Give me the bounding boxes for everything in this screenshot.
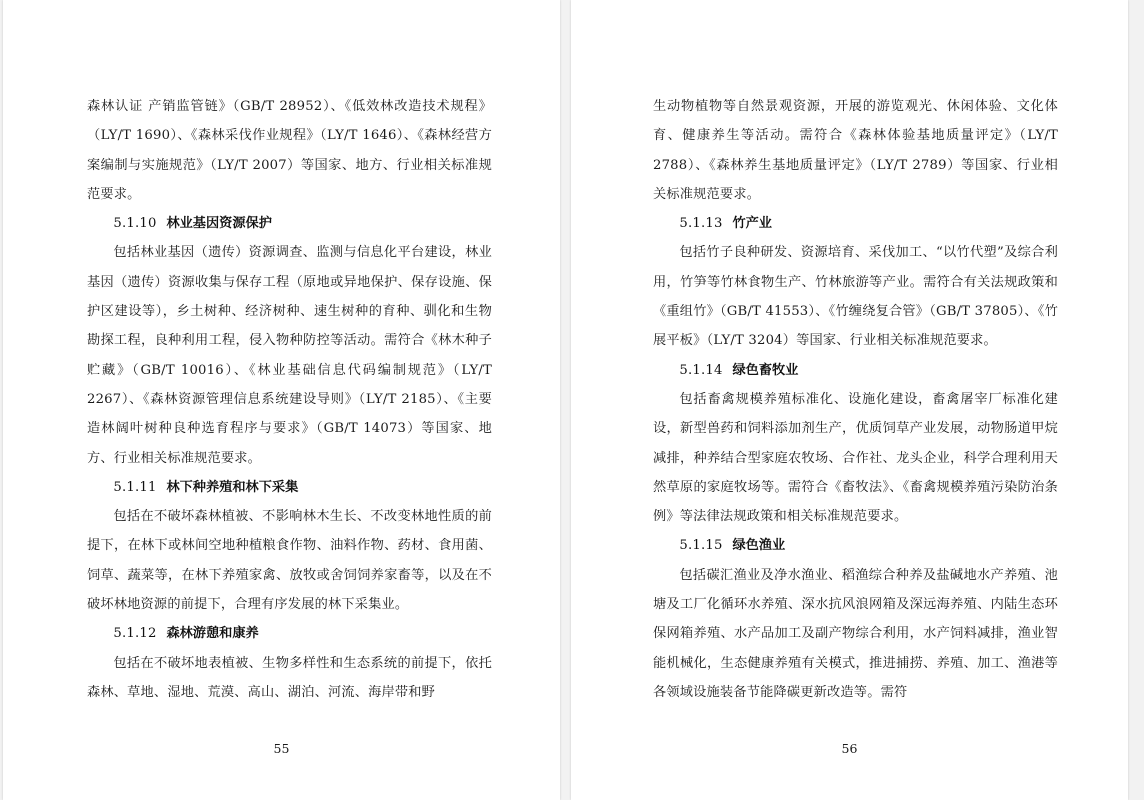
section-number: 5.1.10 — [113, 216, 157, 232]
page-number: 56 — [841, 741, 858, 756]
section-heading — [653, 356, 1058, 385]
section-number: 5.1.14 — [679, 362, 723, 378]
section-number: 5.1.15 — [679, 538, 723, 554]
page-left-text-column — [87, 92, 492, 728]
paragraph: 森林认证 产销监管链》（GB/T 28952）、《低效林改造技术规程》（LY/T 1690）、《森林采伐作业规程》（LY/T 1646）、《森林经营方案编制与实施规范》（LY/T 2007）等国家、地方、行业相关标准规范要求。 — [87, 99, 492, 202]
page-right-text-column — [653, 92, 1058, 728]
section-heading — [653, 531, 1058, 560]
section-number: 5.1.13 — [679, 216, 723, 232]
section-heading — [87, 209, 492, 238]
section-number: 5.1.12 — [113, 626, 157, 642]
paragraph: 包括在不破坏森林植被、不影响林木生长、不改变林地性质的前提下，在林下或林间空地种植粮食作物、油料作物、药材、食用菌、饲草、蔬菜等，在林下养殖家禽、放牧或舍饲饲养家畜等，以及在不破坏林地资源的前提下，合理有序发展的林下采集业。 — [87, 509, 492, 613]
document-page-right — [571, 0, 1128, 800]
section-heading — [87, 619, 492, 648]
paragraph: 包括在不破坏地表植被、生物多样性和生态系统的前提下，依托森林、草地、湿地、荒漠、高山、湖泊、河流、海岸带和野 — [87, 655, 492, 700]
section-title: 林下种养殖和林下采集 — [166, 479, 299, 495]
paragraph: 生动物植物等自然景观资源，开展的游览观光、休闲体验、文化体育、健康养生等活动。需符合《森林体验基地质量评定》（LY/T 2788）、《森林养生基地质量评定》（LY/T 2789）等国家、行业相关标准规范要求。 — [653, 99, 1058, 202]
section-title: 绿色渔业 — [732, 538, 786, 554]
section-title: 竹产业 — [732, 216, 772, 232]
paragraph: 包括畜禽规模养殖标准化、设施化建设，畜禽屠宰厂标准化建设，新型兽药和饲料添加剂生产，优质饲草产业发展，动物肠道甲烷减排，种养结合型家庭农牧场、合作社、龙头企业，科学合理利用天然草原的家庭牧场等。需符合《畜牧法》、《畜禽规模养殖污染防治条例》等法律法规政策和相关标准规范要求。 — [653, 391, 1058, 525]
page-number: 55 — [273, 741, 290, 756]
paragraph: 包括碳汇渔业及净水渔业、稻渔综合种养及盐碱地水产养殖、池塘及工厂化循环水养殖、深水抗风浪网箱及深远海养殖、内陆生态环保网箱养殖、水产品加工及副产物综合利用，水产饲料减排，渔业智能机械化，生态健康养殖有关模式，推进捕捞、养殖、加工、渔港等各领域设施装备节能降碳更新改造等。需符 — [653, 567, 1058, 700]
section-heading — [87, 473, 492, 502]
paragraph: 包括林业基因（遗传）资源调查、监测与信息化平台建设，林业基因（遗传）资源收集与保存工程（原地或异地保护、保存设施、保护区建设等），乡土树种、经济树种、速生树种的育种、驯化和生物勘探工程，良种利用工程，侵入物种防控等活动。需符合《林木种子贮藏》（GB/T 10016）、《林业基础信息代码编制规范》（LY/T 2267）、《森林资源管理信息系统建设导则》（LY/T 2185）、《主要造林阔叶树种良种选育程序与要求》（GB/T 14073）等国家、地方、行业相关标准规范要求。 — [87, 245, 492, 466]
section-number: 5.1.11 — [113, 479, 157, 495]
section-title: 森林游憩和康养 — [166, 626, 259, 642]
document-page-left — [3, 0, 560, 800]
paragraph: 包括竹子良种研发、资源培育、采伐加工、“以竹代塑”及综合利用，竹笋等竹林食物生产、竹林旅游等产业。需符合有关法规政策和《重组竹》（GB/T 41553）、《竹缠绕复合管》（GB/T 37805）、《竹展平板》（LY/T 3204）等国家、行业相关标准规范要求。 — [653, 245, 1058, 349]
section-title: 绿色畜牧业 — [732, 362, 799, 378]
section-heading — [653, 209, 1058, 238]
section-title: 林业基因资源保护 — [166, 216, 272, 232]
